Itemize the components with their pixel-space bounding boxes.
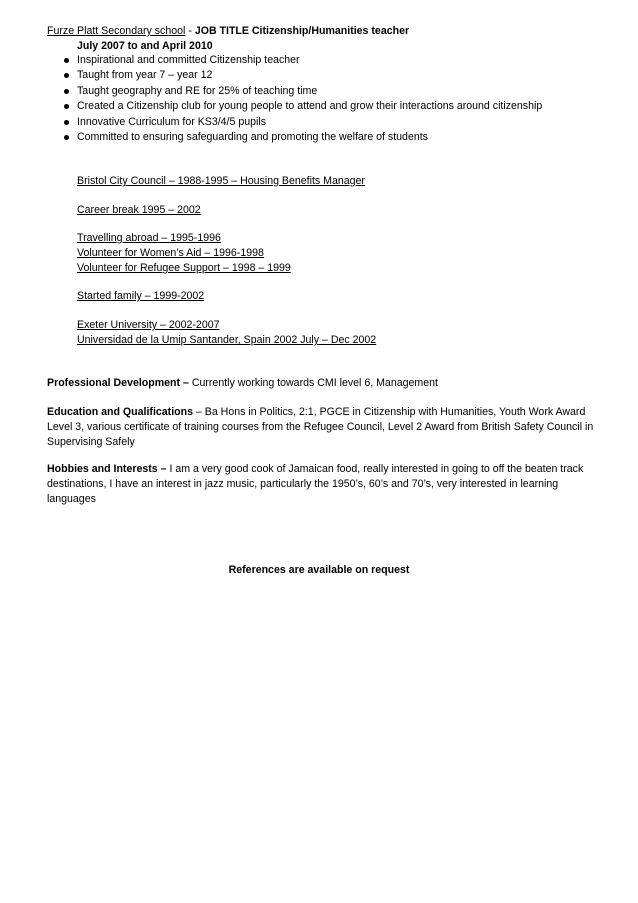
history-bristol: Bristol City Council – 1988-1995 – Housing Benefits Manager [77, 175, 365, 187]
history-exeter: Exeter University – 2002-2007 [77, 319, 220, 331]
history-family: Started family – 1999-2002 [77, 290, 205, 302]
history-career-break: Career break 1995 – 2002 [77, 204, 201, 216]
list-item: Inspirational and committed Citizenship teacher [62, 53, 542, 68]
employment-dates: July 2007 to and April 2010 [77, 40, 213, 52]
list-item: Innovative Curriculum for KS3/4/5 pupils [62, 115, 542, 130]
education-qualifications [47, 405, 597, 450]
professional-development [47, 376, 597, 391]
section-text: – Ba Hons in Politics, 2:1, PGCE in Citizenship with Humanities, Youth Work Award Level 3, various certificate of training courses from the Refugee Council, Level 2 Award from British Safety Council in Supervising Safely [47, 406, 594, 448]
employer-name: Furze Platt Secondary school [47, 25, 186, 37]
section-label: Professional Development – [47, 377, 189, 389]
list-item: Taught geography and RE for 25% of teaching time [62, 84, 542, 99]
job-title: JOB TITLE Citizenship/Humanities teacher [194, 25, 410, 37]
section-label: Hobbies and Interests – [47, 463, 167, 475]
section-label: Education and Qualifications [47, 406, 193, 418]
list-item: Committed to ensuring safeguarding and promoting the welfare of students [62, 130, 542, 145]
history-travelling: Travelling abroad – 1995-1996 [77, 232, 221, 244]
section-text: I am a very good cook of Jamaican food, really interested in going to off the beaten track destinations, I have an interest in jazz music, particularly the 1950’s, 60’s and 70’s, very interested in learning languages [47, 463, 584, 505]
section-text: Currently working towards CMI level 6, Management [188, 377, 438, 389]
list-item: Taught from year 7 – year 12 [62, 68, 542, 83]
job-heading [47, 24, 409, 39]
history-womens-aid: Volunteer for Women’s Aid – 1996-1998 [77, 247, 264, 259]
hobbies-interests [47, 462, 597, 507]
references-note: References are available on request [228, 564, 410, 576]
job-duties-list [62, 53, 542, 145]
list-item: Created a Citizenship club for young people to attend and grow their interactions around citizenship [62, 99, 542, 114]
heading-separator: - [185, 25, 195, 37]
history-santander: Universidad de la Umip Santander, Spain 2002 July – Dec 2002 [77, 334, 377, 346]
history-refugee-support: Volunteer for Refugee Support – 1998 – 1999 [77, 262, 291, 274]
